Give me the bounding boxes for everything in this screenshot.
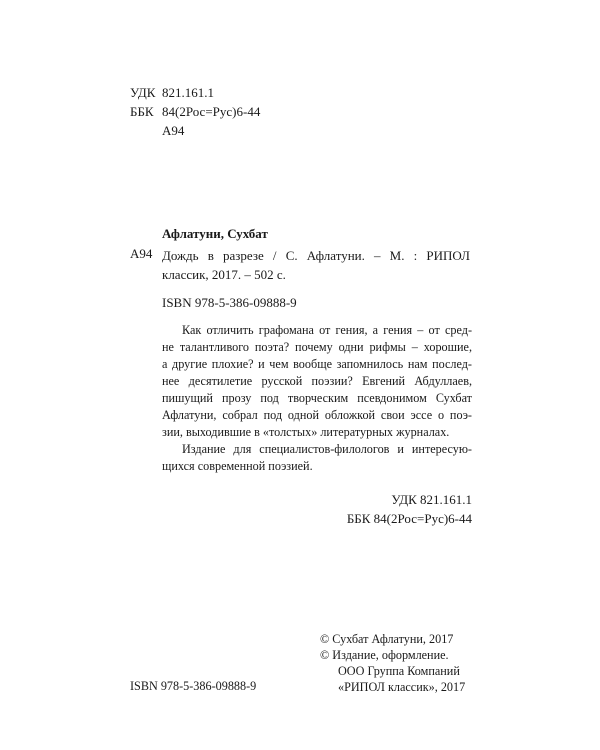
udk-label: УДК xyxy=(130,85,156,100)
annotation-line: нее десятилетие русской поэзии? Евгений Абдуллаев, xyxy=(162,374,472,388)
copyright-company: ООО Группа Компаний xyxy=(338,664,460,678)
entry-isbn: ISBN 978-5-386-09888-9 xyxy=(162,295,297,310)
entry-description-line-2: классик, 2017. – 502 с. xyxy=(162,267,286,282)
annotation-line: Афлатуни, собрал под одной обложкой свои эссе о поэ- xyxy=(162,408,472,422)
right-udk: УДК 821.161.1 xyxy=(391,492,472,507)
entry-author: Афлатуни, Сухбат xyxy=(162,226,268,241)
bbk-label: ББК xyxy=(130,104,154,119)
annotation-line: пишущий прозу под творческим псевдонимом Сухбат xyxy=(162,391,472,405)
annotation-paragraph-2 xyxy=(162,441,472,475)
entry-author-mark: А94 xyxy=(130,246,153,261)
copyright-publisher: «РИПОЛ классик», 2017 xyxy=(338,680,466,694)
annotation-line: Издание для специалистов-филологов и интересую- xyxy=(182,442,472,456)
classification-codes xyxy=(130,83,260,140)
annotation-paragraph-1 xyxy=(162,322,472,441)
bbk-row xyxy=(130,102,260,121)
right-bbk: ББК 84(2Рос=Рус)6-44 xyxy=(346,511,472,526)
annotation-line: не талантливого поэта? почему одни рифмы – хорошие, xyxy=(162,340,472,354)
annotation xyxy=(162,322,472,475)
copyright-author: © Сухбат Афлатуни, 2017 xyxy=(320,632,454,646)
entry-description xyxy=(162,246,470,284)
copyright-block xyxy=(320,631,465,695)
udk-row xyxy=(130,83,260,102)
bottom-isbn: ISBN 978-5-386-09888-9 xyxy=(130,679,257,693)
author-mark: А94 xyxy=(162,123,185,138)
annotation-line: а другие плохие? и чем вообще запомнилось нам послед- xyxy=(162,357,472,371)
copyright-edition: © Издание, оформление. xyxy=(320,648,449,662)
entry-description-line-1: Дождь в разрезе / С. Афлатуни. – М. : РИПОЛ xyxy=(162,248,470,263)
author-mark-row xyxy=(130,121,260,140)
annotation-line: Как отличить графомана от гения, а гения – от сред- xyxy=(182,323,472,337)
annotation-line: зии, выходившие в «толстых» литературных журналах. xyxy=(162,425,450,439)
bbk-value: 84(2Рос=Рус)6-44 xyxy=(162,104,261,119)
udk-value: 821.161.1 xyxy=(162,85,214,100)
right-classification-codes xyxy=(347,490,472,528)
annotation-line: щихся современной поэзией. xyxy=(162,459,313,473)
